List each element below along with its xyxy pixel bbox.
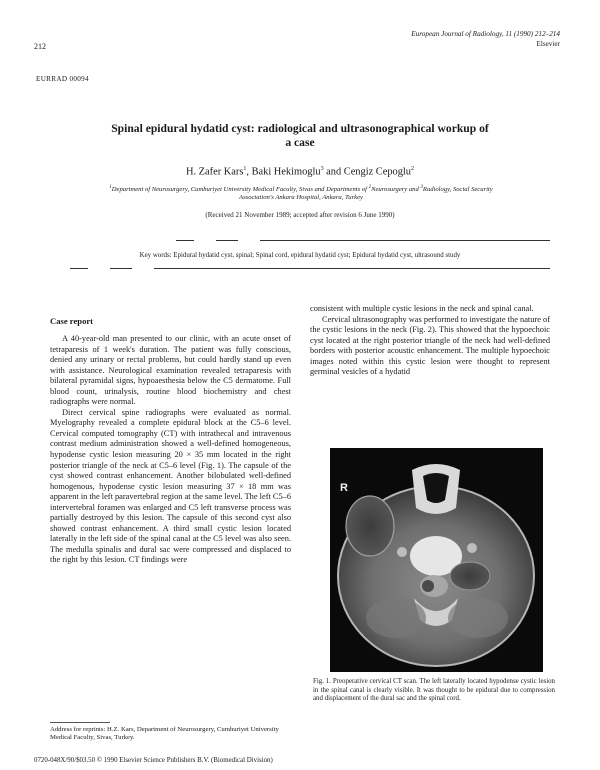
section-heading: Case report [50,316,94,326]
footnote: Address for reprints: H.Z. Kars, Department of Neurosurgery, Cumhuriyet University Medical Faculty, Sivas, Turkey. [50,726,279,741]
divider [176,240,194,241]
divider [216,240,238,241]
left-cyst [450,562,490,590]
spinal-cord [422,580,434,592]
orientation-marker: R [340,482,348,494]
ct-scan-drawing [330,448,543,672]
right-column [310,304,550,378]
divider [260,240,550,241]
paragraph: consistent with multiple cystic lesions in the neck and spinal canal. [310,304,534,313]
right-cyst [346,496,394,556]
paragraph: Cervical ultrasonography was performed to investigate the nature of the cystic lesions in the neck (Fig. 2). This showed that the hypoechoic cyst located at the right posterior triangle of the neck had well-defined borders with posterior acoustic enhancement. The multiple hypoechoic images noted within this cystic lesion were thought to represent germinal vesicles of a hydatid [310,314,550,377]
author-list: H. Zafer Kars$^1$, Baki Hekimoglu$^3$ and Cengiz Cepoglu$^2$ [185,166,415,178]
page-number: 212 [34,42,46,51]
title-line-1: Spinal epidural hydatid cyst: radiological and ultrasonographical workup of [111,122,489,135]
divider [110,268,132,269]
paragraph: Direct cervical spine radiographs were evaluated as normal. Myelography revealed a complete epidural block at the C5–6 level. Cervical computed tomography (CT) with intrathecal and intravenous contrast medium administration showed a well-defined homogeneous, hypodense cystic lesion measuring 20 × 35 mm located in the right posterior triangle of the neck at C5–6 level (Fig. 1). The capsule of the cyst showed contrast enhancement. Another bilobulated well-defined homogenous, hypodense cystic lesion measuring 37 × 18 mm was apparent in the left paravertebral region at the same level. The left C5–6 intervertebral foramen was enlarged and C5 left transverse process was partially destroyed by this lesion. The capsule of this second cyst also showed contrast enhancement. A third small cystic lesion located laterally in the left side of the spinal canal at the C5 level was also seen. The medulla spinalis and dural sac were compressed and displaced to the right by this lesion. CT findings were [50,407,291,565]
left-column [50,316,291,566]
paragraph: A 40-year-old man presented to our clinic, with an acute onset of tetraparesis of 1 week's duration. The patient was fully conscious, denied any urinary or rectal problems, but could hardly stand up even with assistance. Neurological examination revealed tetraparesis with bilateral pyramidal signs, hypoaesthesia below the C5 dermatome. Full blood count, urinalysis, routine blood biochemistry and chest radiographs were normal. [50,334,291,407]
ct-scan-image [330,448,543,672]
article-code: EURRAD 00094 [36,75,89,83]
journal-citation: European Journal of Radiology, 11 (1990) 212–214 [411,30,560,38]
affiliations: $^1$Department of Neurosurgery, Cumhuriyet University Medical Faculty, Sivas and Departments of $^2$Neurosurgery and $^3$Radiology, Social Security Association's Ankara Hospital, Ankara, Turkey [109,185,493,202]
title-line-2: a case [285,136,315,149]
copyright-line: 0720-048X/90/$03.50 © 1990 Elsevier Science Publishers B.V. (Biomedical Division) [34,757,273,764]
keywords: Key words: Epidural hydatid cyst, spinal; Spinal cord, epidural hydatid cyst; Epidural hydatid cyst, ultrasound study [139,252,461,259]
article-title [40,122,560,150]
figure-caption: Fig. 1. Preoperative cervical CT scan. The left laterally located hypodense cystic lesion in the spinal canal is clearly visible. It was thought to be epidural due to compression and displacement of the dural sac and the spinal cord. [313,678,555,703]
footnote-rule [50,722,110,723]
publisher: Elsevier [536,40,560,48]
airway [423,473,449,503]
divider [154,268,550,269]
received-date: (Received 21 November 1989; accepted after revision 6 June 1990) [205,211,395,219]
divider [70,268,88,269]
